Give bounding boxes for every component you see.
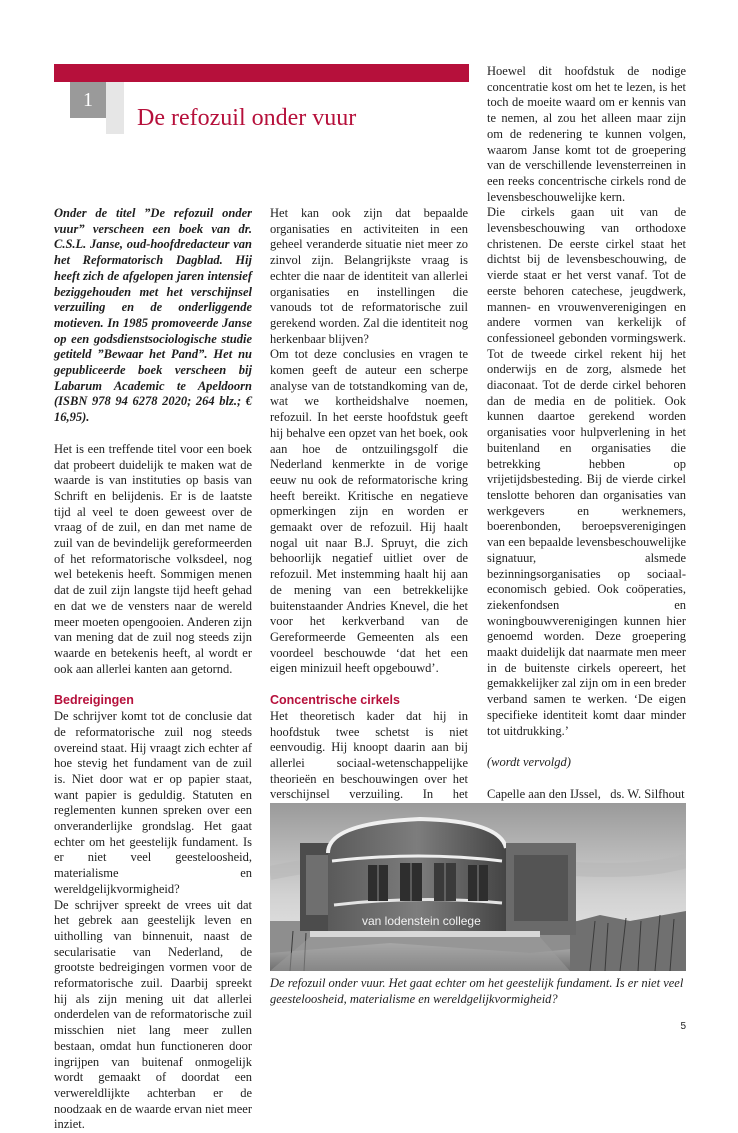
section-heading-bedreigingen: Bedreigingen (54, 693, 134, 708)
article-title: De refozuil onder vuur (137, 105, 357, 131)
body-paragraph: De schrijver komt tot de conclusie dat de reformatorische zuil nog steeds overeind staat. Hij vraagt zich echter af hoe stevig het fundament van de zuil is. Niet door wat er op papier staat, want papier is geduldig. Statuten en reglementen kunnen spreken over een onveranderlijke grondslag. Het gaat echter om het geestelijk fundament. Is er niet veel geesteloosheid, materialisme en wereldgelijkvormigheid? (54, 709, 252, 896)
page-number: 5 (680, 1021, 686, 1032)
body-paragraph: Om tot deze conclusies en vragen te komen geeft de auteur een scherpe analyse van de totstandkoming van de, wat we kortheidshalve noemen, refozuil. In het eerste hoofdstuk geeft hij behalve een opzet van het boek, ook aan hoe de ontzuilingsgolf die Nederland kenmerkte in de vorige eeuw nu ook de reformatorische kring heeft bereikt. Kritische en negatieve opmerkingen zijn en worden er gemaakt over de refozuil. Hij haalt nogal uit naar B.J. Spruyt, die zich behoorlijk negatief uitliet over de refozuil. Met instemming haalt hij aan de mening van een betrekkelijke buitenstaander Andries Knevel, die het voor het kerkverband van de Gereformeerde Gemeenten als een voordeel beschouwde ‘dat het een eigen minizuil heeft opgebouwd’. (270, 347, 468, 676)
body-paragraph: Het theoretisch kader dat hij in hoofdstuk twee schetst is niet eenvoudig. Hij knoopt daarin aan bij allerlei sociaal-wetenschappelijke theorieën en beschouwingen over het verschijnsel verzuiling. In het (270, 708, 468, 802)
column-2 (270, 206, 468, 882)
body-paragraph: Hoewel dit hoofdstuk de nodige concentratie kost om het te lezen, is het toch de moeite waard om er kennis van te nemen, al zou het alleen maar zijn om de redenering te kunnen volgen, waarom Janse komt tot de groepering van de verschillende levensterreinen in een reeks concentrische cirkels rond de levensbeschouwelijke kern. (487, 64, 686, 204)
body-paragraph: Het is een treffende titel voor een boek dat probeert duidelijk te maken wat de waarde is van instituties op basis van Schrift en belijdenis. Er is de laatste tijd al veel te doen geweest over de vraag of de zuil, en dan met name de zuil van de bevindelijk gereformeerden of het reformatorische volksdeel, nog wel betekenis heeft. Sommigen menen dat de zuil zijn langste tijd heeft gehad en dat we de vensters naar de wereld meer moeten opengooien. Anderen zijn van mening dat de zuil nog steeds zijn waarde en betekenis heeft, al wordt er ook aan allerlei kanten aan getornd. (54, 441, 252, 676)
building-sign: van lodenstein college (362, 914, 481, 928)
building-photo-illustration (270, 803, 686, 971)
chapter-number-shadow (106, 82, 124, 134)
continued-note: (wordt vervolgd) (487, 755, 571, 770)
body-paragraph: Het kan ook zijn dat bepaalde organisaties en activiteiten in een geheel veranderde situatie niet meer zo zinvol zijn. Belangrijkste vraag is echter die naar de identiteit van allerlei organisaties en instellingen die vanouds tot de reformatorische zuil gerekend worden. Zal die identiteit nog herkenbaar blijven? (270, 206, 468, 346)
signature (487, 787, 686, 803)
body-paragraph: Die cirkels gaan uit van de levensbeschouwing van orthodoxe christenen. De eerste cirkel staat het dichtst bij de levensbeschouwing, de vierde staat er het verst vanaf. Tot de eerste behoren catechese, jeugdwerk, mannen- en vrouwenverenigingen en andere vormen van kerkelijk of confessioneel gebonden vormingswerk. Tot de tweede cirkel rekent hij het onderwijs en de zorg, alsmede het diaconaat. Tot de derde cirkel behoren dan de media en de politiek. Ook kunnen daartoe gerekend worden organisaties voor hulpverlening in het buitenland en organisaties die betrekking hebben op vrijetijdsbesteding. Bij de vierde cirkel tenslotte behoren dan organisaties van werkgevers en werknemers, boerenbonden, beroepsverenigingen van een bepaalde levensbeschouwelijke signatuur, alsmede bezinningsorganisaties op sociaal-economisch gebied. Ook coöperaties, ziekenfondsen en woningbouwverenigingen kunnen hier genoemd worden. Deze groepering maakt duidelijk dat naarmate men meer in de buitenste cirkels opereert, het gemakkelijker zal zijn om in een breder verband samen te werken. ‘De eigen specifieke identiteit komt daar minder tot uitdrukking.’ (487, 205, 686, 738)
intro-paragraph: Onder de titel ”De refozuil onder vuur” verscheen een boek van dr. C.S.L. Janse, oud-hoofdredacteur van het Reformatorisch Dagblad. Hij heeft zich de afgelopen jaren intensief beziggehouden met het verschijnsel verzuiling en de onderliggende motieven. In 1985 promoveerde Janse op een godsdienstsociologische studie getiteld ”Bewaar het Pand”. Het nu gepubliceerde boek verscheen bij Labarum Academic te Apeldoorn (ISBN 978 94 6278 2020; 264 blz.; € 16,95). (54, 206, 252, 425)
column-1 (54, 206, 252, 1133)
signature-place: Capelle aan den IJssel, (487, 786, 601, 801)
building-photo (270, 803, 686, 971)
header-red-bar (54, 64, 469, 82)
chapter-number: 1 (70, 82, 106, 118)
photo-caption: De refozuil onder vuur. Het gaat echter om het geestelijk fundament. Is er niet veel geesteloosheid, materialisme en wereldgelijkvormigheid? (270, 976, 684, 1006)
section-heading-concentrische-cirkels: Concentrische cirkels (270, 693, 400, 708)
column-3 (487, 64, 686, 803)
signature-author: ds. W. Silfhout (610, 786, 685, 801)
body-paragraph: De schrijver spreekt de vrees uit dat het gebrek aan geestelijk leven en uitholling van binnenuit, naast de secularisatie van Nederland, de grootste bedreigingen vormen voor de reformatorische zuil. Daarbij spreekt hij als zijn mening uit dat allerlei onderdelen van de reformatorische zuil misschien niet lang meer zullen bestaan, omdat hun functioneren door ingrijpen van buitenaf onmogelijk wordt gemaakt of doordat een verwereldlijkte achterban er de noodzaak en de waarde ervan niet meer inziet. (54, 897, 252, 1132)
